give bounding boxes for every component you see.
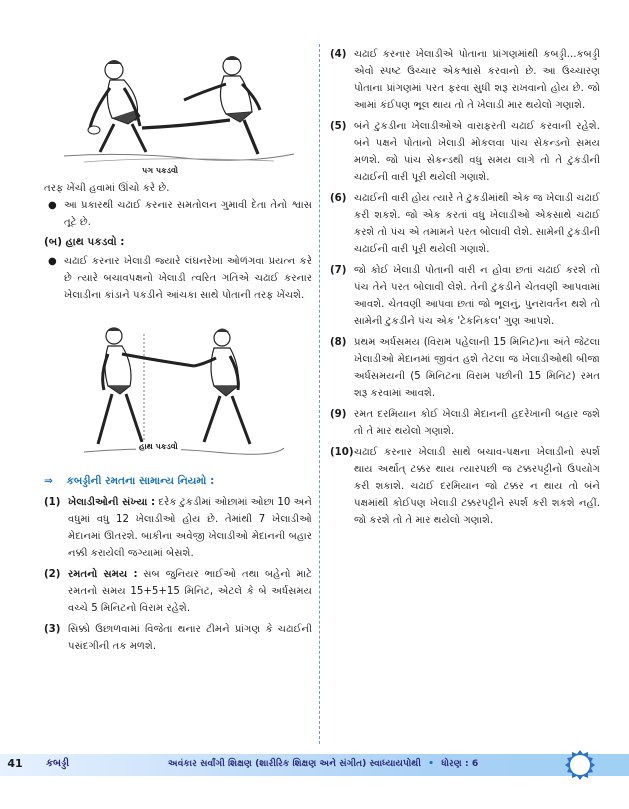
list-item: [48, 197, 312, 231]
rule-number: (9): [330, 409, 347, 420]
figure-caption: હાથ પકડવો: [136, 442, 181, 452]
page-number-badge-icon: [565, 750, 595, 780]
rule-body: પ્રથમ અર્ધસમય (વિરામ પહેલાની 15 મિનિટ)ના અંતે જેટલા ખેલાડીઓ મેદાનમાં જીવંત હશે તેટલા જ ખેલાડીઓથી બીજા અર્ધસમયની (5 મિનિટના વિરામ પછીની 15 મિનિટ) રમત શરૂ કરવામાં આવશે.: [354, 337, 600, 399]
rule-item: [44, 494, 312, 562]
rule-item: [330, 46, 600, 114]
rule-number: (8): [330, 337, 347, 348]
rule-body: રમત દરમિયાન કોઈ ખેલાડી મેદાનની હદરેખાની બહાર જશે તો તે માર થયેલો ગણાશે.: [354, 409, 600, 437]
right-column: [330, 46, 600, 533]
subheading-hand-catch: (બ) હાથ પકડવો :: [44, 236, 125, 248]
footer-chapter-label: કબડ્ડી: [46, 758, 70, 769]
footer-separator: •: [428, 758, 435, 769]
figure-caption: પગ પકડવો: [142, 166, 179, 175]
rule-item: [330, 118, 600, 186]
rule-text: [68, 566, 312, 617]
rule-number: (1): [44, 497, 61, 508]
rule-item: [44, 621, 312, 655]
rule-number: (6): [330, 193, 347, 204]
leg-catch-illustration: [44, 40, 312, 180]
rule-number: (3): [44, 624, 61, 635]
book-title: અવંકાર સર્વાંગી શિક્ષણ (શારીરિક શિક્ષણ અને સંગીત) સ્વાધ્યાયપોથી: [168, 758, 421, 769]
rule-item: [330, 190, 600, 258]
arrow-right-icon: ⇒: [44, 475, 53, 487]
rule-bold-label: રમતનો સમય :: [68, 569, 138, 580]
rule-number: (2): [44, 569, 61, 580]
rule-number: (4): [330, 49, 347, 60]
rule-item: [330, 406, 600, 440]
continuation-text: તરફ ખેંચી હવામાં ઊંચો કરે છે.: [44, 183, 170, 194]
footer-book-info: [168, 758, 478, 769]
rule-body: સિક્કો ઉછાળવામાં વિજેતા થનાર ટીમને પ્રાંગણ કે ચઢાઈની પસંદગીની તક મળશે.: [68, 624, 312, 652]
page-number: 41: [7, 757, 23, 770]
bullet-text: આ પ્રકારથી ચઢાઈ કરનાર સમતોલન ગુમાવી દેતા તેનો શ્વાસ તૂટે છે.: [64, 200, 312, 228]
rule-bold-label: ખેલાડીઓની સંખ્યા :: [68, 497, 156, 508]
rule-number: (10): [330, 447, 354, 458]
rule-item: [330, 262, 600, 330]
section-title-text: કબડ્ડીની રમતના સામાન્ય નિયમો :: [66, 475, 215, 487]
rule-body: દરેક ટુકડીમાં ઓછામાં ઓછા 10 અને વધુમાં વધુ 12 ખેલાડીઓ હોય છે. તેમાંથી 7 ખેલાડીઓ મેદાનમાં ઊતરશે. બાકીના અવેજી ખેલાડીઓ મેદાનની બહાર નક્કી કરાયેલી જગ્યામાં બેસશે.: [68, 497, 313, 559]
section-title: [44, 472, 312, 490]
rule-body: ચઢાઈ કરનાર ખેલાડીએ પોતાના પ્રાંગણમાંથી કબડ્ડી...કબડ્ડી એવો સ્પષ્ટ ઉચ્ચાર એકશ્વાસે કરવાનો છે. આ ઉચ્ચારણ પોતાના પ્રાંગણમાં પરત ફરવા સુધી શરૂ રાખવાનો હોય છે. જો આમાં કંઈપણ ભૂલ થાય તો તે ખેલાડી માર થયેલો ગણાશે.: [354, 49, 600, 111]
rule-number: (5): [330, 121, 347, 132]
rule-text: [68, 494, 312, 562]
rule-body: સબ જુનિયર ભાઈઓ તથા બહેનો માટે રમતનો સમય 15+5+15 મિનિટ, એટલે કે બે અર્ધસમય વચ્ચે 5 મિનિટનો વિરામ રહેશે.: [68, 569, 313, 614]
rule-number: (7): [330, 265, 347, 276]
figure-leg-catch: [44, 40, 312, 180]
page-footer: [0, 750, 629, 778]
grade-label: ધોરણ : 6: [441, 758, 479, 769]
rule-item: [330, 334, 600, 402]
figure-hand-catch: [44, 314, 312, 464]
rule-text: [68, 621, 312, 655]
bullet-icon: ●: [48, 200, 57, 211]
rule-body: બંને ટુકડીના ખેલાડીઓએ વારાફરતી ચઢાઈ કરવાની રહેશે. બંને પક્ષને પોતાનો ખેલાડી મોકલવા પાંચ સેકન્ડનો સમય મળશે. જો પાંચ સેકન્ડથી વધુ સમય લાગે તો તે ટુકડીની ચઢાઈની વારી પૂરી થયેલી ગણાશે.: [354, 121, 600, 183]
rule-item: [44, 566, 312, 617]
list-item: [48, 253, 312, 304]
bullet-icon: ●: [48, 256, 57, 267]
rule-body: ચઢાઈ કરનાર ખેલાડી સાથે બચાવ-પક્ષના ખેલાડીનો સ્પર્શ થાય અર્થાત્ ટક્કર થાય ત્યારપછી જ ટક્કરપટ્ટીનો ઉપયોગ કરી શકાશે. ચઢાઈ દરમિયાન જો ટક્કર ન થાય તો બંને પક્ષમાંથી કોઈપણ ખેલાડી ટક્કરપટ્ટીને સ્પર્શ કરી શકશે નહીં. જો કરશે તો તે માર થયેલો ગણાશે.: [354, 447, 600, 526]
rule-body: ચઢાઈની વારી હોય ત્યારે તે ટુકડીમાંથી એક જ ખેલાડી ચઢાઈ કરી શકશે. જો એક કરતાં વધુ ખેલાડીઓ એકસાથે ચઢાઈ કરશે તો પંચ એ તમામને પરત બોલાવી લેશે. સામેની ટુકડીની ચઢાઈની વારી પૂરી થયેલી ગણાશે.: [354, 193, 600, 255]
left-column: [44, 40, 312, 659]
column-divider: [319, 44, 320, 744]
rule-item: [330, 444, 600, 529]
rule-body: જો કોઈ ખેલાડી પોતાની વારી ન હોવા છતાં ચઢાઈ કરશે તો પંચ તેને પરત બોલાવી લેશે. તેની ટુકડીને ચેતવણી આપવામાં આવશે. ચેતવણી આપવા છતાં જો ભૂલનું, પુનરાવર્તન થશે તો સામેની ટુકડીને પંચ એક 'ટેકનિકલ' ગુણ આપશે.: [354, 265, 600, 327]
bullet-text: ચઢાઈ કરનાર ખેલાડી જ્યારે લંઘનરેખા ઓળંગવા પ્રયત્ન કરે છે ત્યારે બચાવપક્ષનો ખેલાડી ત્વરિત ગતિએ ચઢાઈ કરનાર ખેલાડીના કાંડાને પકડીને આંચકા સાથે પોતાની તરફ ખેંચશે.: [64, 256, 312, 301]
